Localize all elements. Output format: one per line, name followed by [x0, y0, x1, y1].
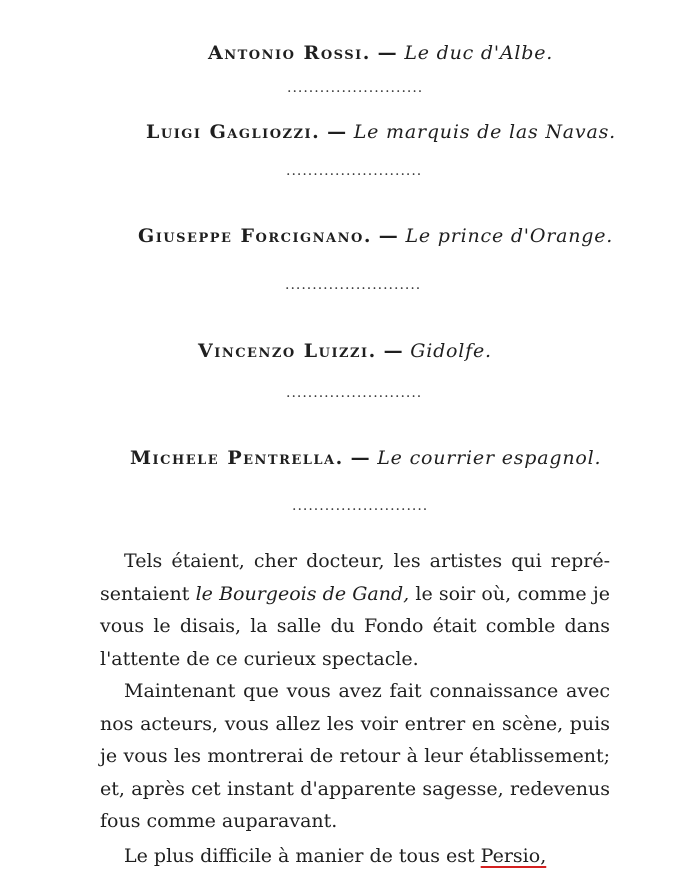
text-line: vous le disais, la salle du Fondo était comble dans [100, 615, 610, 637]
em-dash: — [383, 340, 404, 362]
dotted-separator: ......................... [286, 385, 423, 401]
dotted-separator: ......................... [287, 80, 424, 96]
actor-name: Antonio Rossi. [208, 42, 371, 64]
role-name: Gidolfe. [410, 340, 492, 362]
dotted-separator: ......................... [292, 498, 429, 514]
text-line: et, après cet instant d'apparente sagesse, redevenus [100, 777, 610, 800]
text-line: nos acteurs, vous allez les voir entrer en scène, puis [100, 712, 610, 735]
role-name: Le duc d'Albe. [404, 42, 554, 64]
actor-name: Giuseppe Forcignano. [138, 225, 372, 247]
text-line: Maintenant que vous avez fait connaissance avec [124, 680, 610, 702]
em-dash: — [327, 121, 347, 143]
actor-name: Michele Pentrella. [130, 447, 344, 469]
text-line: fous comme auparavant. [100, 810, 338, 832]
text-line: sentaient le Bourgeois de Gand, le soir où, comme je [100, 582, 610, 605]
cast-entry [208, 42, 553, 64]
em-dash: — [378, 225, 399, 247]
actor-name: Vincenzo Luizzi. [198, 340, 377, 362]
paragraph [100, 675, 610, 838]
cast-entry [198, 340, 492, 362]
spellcheck-underlined-word: Persio, [480, 845, 547, 867]
dotted-separator: ......................... [286, 163, 423, 179]
paragraph [100, 545, 610, 675]
actor-name: Luigi Gagliozzi. [146, 121, 321, 143]
cast-entry [130, 447, 601, 469]
dotted-separator: ......................... [285, 277, 422, 293]
text-line: Tels étaient, cher docteur, les artistes qui repré- [124, 550, 610, 572]
cast-entry [138, 225, 613, 247]
role-name: Le marquis de las Navas. [353, 121, 616, 143]
play-title: le Bourgeois de Gand, [195, 582, 410, 605]
cast-entry [146, 121, 616, 143]
role-name: Le courrier espagnol. [377, 447, 602, 469]
text-line: l'attente de ce curieux spectacle. [100, 647, 419, 670]
text-line: je vous les montrerai de retour à leur établissement; [100, 745, 610, 767]
paragraph [100, 840, 610, 873]
role-name: Le prince d'Orange. [405, 225, 614, 247]
em-dash: — [350, 447, 371, 469]
text-line: Le plus difficile à manier de tous est Persio, [124, 845, 547, 867]
em-dash: — [377, 42, 398, 64]
